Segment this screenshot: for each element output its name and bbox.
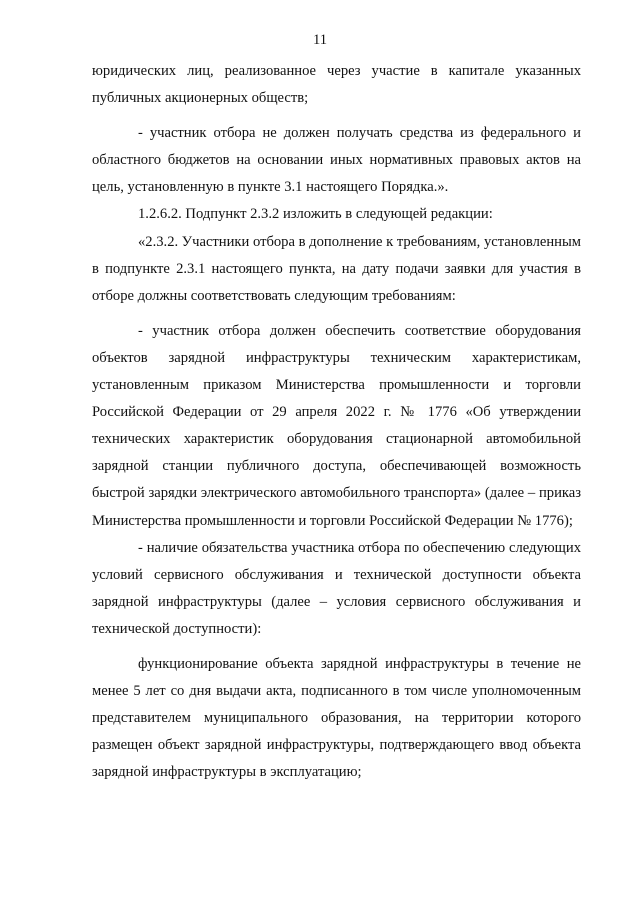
paragraph-service-obligation: - наличие обязательства участника отбора по обеспечению следующих условий сервисного обслуживания и технической доступности объекта зарядной инфраструктуры (далее – условия сервисного обслуживания и технической доступности): [92,539,581,637]
paragraph-clause-2-3-2: «2.3.2. Участники отбора в дополнение к требованиям, установленным в подпункте 2.3.1 настоящего пункта, на дату подачи заявки для участия в отборе должны соответствовать следующим требованиям: [92,233,581,304]
document-body [92,58,581,786]
paragraph-amendment-heading: 1.2.6.2. Подпункт 2.3.2 изложить в следующей редакции: [138,206,493,223]
paragraph-operation-term: функционирование объекта зарядной инфраструктуры в течение не менее 5 лет со дня выдачи акта, подписанного в том числе уполномоченным представителем муниципального образования, на территории которого размещен объект зарядной инфраструктуры, подтверждающего ввод объекта зарядной инфраструктуры в эксплуатацию; [92,655,581,781]
paragraph-continuation: юридических лиц, реализованное через участие в капитале указанных публичных акционерных обществ; [92,63,581,107]
paragraph-budget-requirement: - участник отбора не должен получать средства из федерального и областного бюджетов на основании иных нормативных правовых актов на цель, установленную в пункте 3.1 настоящего Порядка.». [92,125,581,196]
page-number: 11 [312,32,328,48]
paragraph-equipment-requirement: - участник отбора должен обеспечить соответствие оборудования объектов зарядной инфраструктуры техническим характеристикам, установленным приказом Министерства промышленности и торговли Российской Федерации от 29 апреля 2022 г. № 1776 «Об утверждении технических характеристик оборудования стационарной автомобильной зарядной станции публичного доступа, обеспечивающей возможность быстрой зарядки электрического автомобильного транспорта» (далее – приказ Министерства промышленности и торговли Российской Федерации № 1776); [92,322,581,529]
